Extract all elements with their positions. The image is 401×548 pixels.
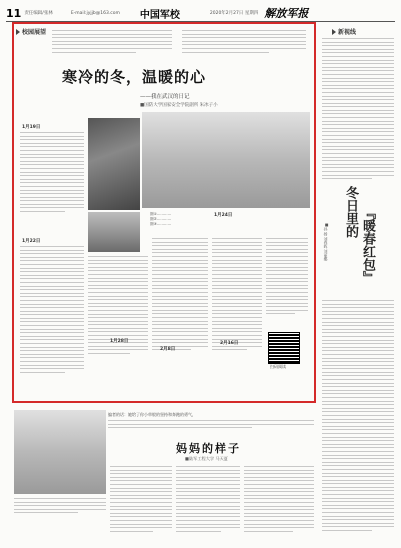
diary-date: 2月16日 [220,341,239,346]
qr-label: 扫码阅读 [270,364,286,369]
photo-window [88,212,140,252]
triangle-icon [332,29,336,35]
right-column-label [332,27,356,36]
intro-text-right [182,30,306,55]
newspaper-logo: 解放军报 [264,7,309,20]
bottom-headline: 妈妈的样子 [176,442,241,455]
bottom-byline: ■陆军工程大学 马天夏 [185,456,228,461]
diary-text-mid3 [212,238,262,353]
section-title: 中国军校 [139,9,180,21]
sidebar-title-a: 冬日里的 [343,186,358,238]
diary-text-mid2 [152,238,208,353]
bottom-text-col1 [110,466,172,534]
feature-headline: 寒冷的冬，温暖的心 [62,68,207,86]
right-column-label-text: 新视线 [338,29,357,36]
diary-date: 1月19日 [22,125,41,130]
right-column-text-2 [322,300,394,534]
photo-woman-at-desk [142,112,310,208]
diary-date: 1月24日 [214,213,233,218]
sidebar-title-b: 『暖春红包』 [360,206,375,284]
photo-caption: 图①………… 图②………… 图③………… [150,212,172,226]
diary-date: 1月22日 [22,239,41,244]
page-number: 11 [6,6,22,20]
photo-corridor [88,118,140,210]
sidebar-byline: ■孙 扬 刘春晖 刘丽娜 [324,222,329,262]
qr-code[interactable] [268,332,300,364]
masthead [6,6,395,20]
left-column-label-text: 校园展望 [22,29,47,36]
editor-email: E-mail:jyjjb@163.com [70,10,120,16]
diary-date: 1月28日 [110,339,129,344]
diary-text-right [266,238,308,317]
bottom-intro-lines [108,420,314,431]
editor-meta: 责任编辑/张林 [24,11,53,16]
right-column-text [322,38,394,182]
intro-text-left [52,30,172,55]
diary-text [20,246,84,375]
feature-subtitle: ——我在武汉的日记 [140,94,190,100]
bottom-caption-text [14,498,106,516]
diary-date: 2月8日 [160,347,176,352]
bottom-intro: 编者的话：她给了你小草般的坚持和奔跑的勇气， [108,412,196,417]
diary-text [20,132,84,215]
bottom-text-col3 [244,466,314,534]
photo-lab-worker [14,410,106,494]
issue-date: 2020年2月27日 星期四 [209,11,259,16]
bottom-text-col2 [176,466,240,534]
feature-byline: ■国防大学国家安全学院副所 朱冰子小 [140,103,218,108]
